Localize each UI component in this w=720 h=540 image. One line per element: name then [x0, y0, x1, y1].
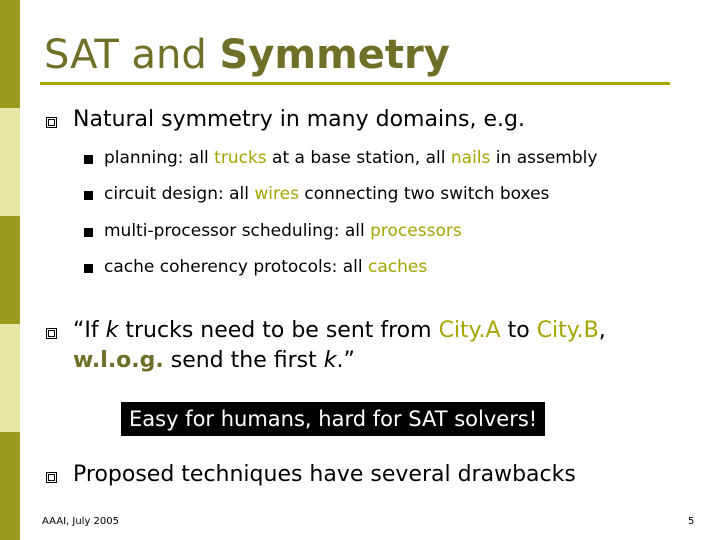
hollow-square-bullet-icon [46, 117, 57, 128]
filled-square-bullet-icon [84, 155, 93, 164]
bar-segment [0, 108, 20, 216]
bar-segment [0, 324, 20, 432]
bar-segment [0, 216, 20, 324]
sub-bullet-circuit-design: circuit design: all wires connecting two switch boxes [104, 184, 550, 204]
slide-title: SAT and Symmetry [44, 32, 450, 78]
title-underline [40, 82, 670, 85]
callout-easy-for-humans: Easy for humans, hard for SAT solvers! [121, 402, 545, 436]
filled-square-bullet-icon [84, 228, 93, 237]
footer-conference: AAAI, July 2005 [42, 516, 119, 527]
bar-segment [0, 0, 20, 108]
hollow-square-bullet-icon [46, 472, 57, 483]
bullet-trucks-line1: “If k trucks need to be sent from City.A to City.B, [73, 318, 606, 343]
bar-segment [0, 432, 20, 540]
page-number: 5 [688, 516, 695, 527]
sub-bullet-planning: planning: all trucks at a base station, all nails in assembly [104, 148, 598, 168]
bullet-natural-symmetry: Natural symmetry in many domains, e.g. [73, 107, 525, 132]
sub-bullet-cache-coherency: cache coherency protocols: all caches [104, 257, 428, 277]
bullet-proposed-techniques: Proposed techniques have several drawbacks [73, 462, 576, 487]
sub-bullet-scheduling: multi-processor scheduling: all processors [104, 221, 462, 241]
filled-square-bullet-icon [84, 264, 93, 273]
left-color-bar [0, 0, 20, 540]
filled-square-bullet-icon [84, 191, 93, 200]
bullet-trucks-line2: w.l.o.g. send the first k.” [73, 348, 355, 373]
hollow-square-bullet-icon [46, 328, 57, 339]
